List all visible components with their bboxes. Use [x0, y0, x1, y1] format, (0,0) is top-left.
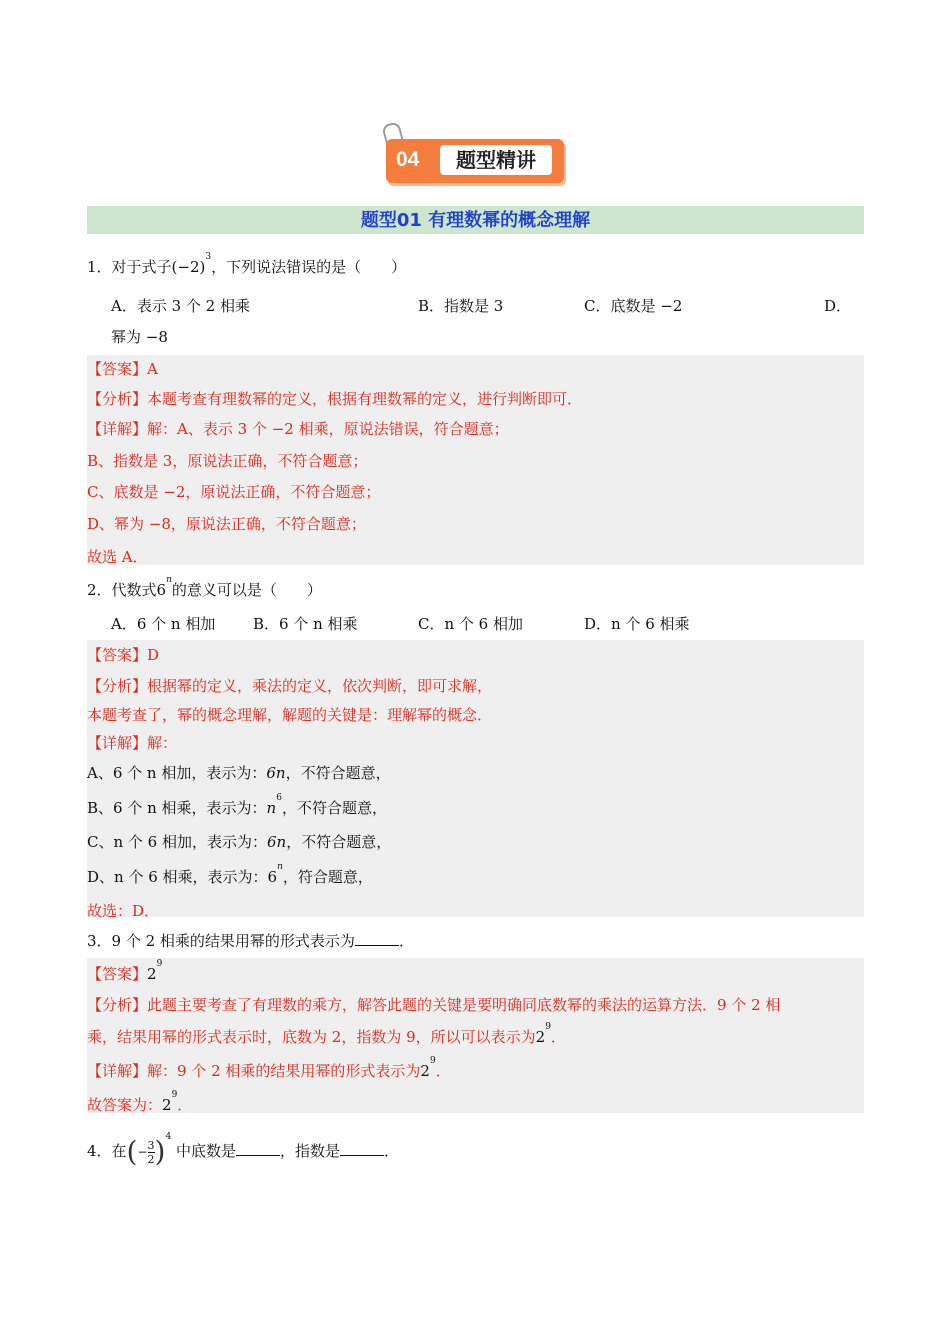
banner-label: 题型精讲: [440, 145, 552, 175]
q1-detail-line: B、指数是 3，原说法正确，不符合题意；: [87, 452, 368, 470]
exponent-answer-blank[interactable]: [340, 1143, 384, 1156]
q2-detail: 【详解】解：: [87, 734, 178, 752]
q1-exp: 3: [205, 252, 212, 262]
q3-answer: 【答案】$2^9$: [87, 959, 163, 983]
q1-answer: 【答案】A: [87, 360, 158, 378]
q1-option-d-cont: 幂为 −8: [111, 328, 168, 346]
q2-detail-line: A、6 个 n 相加，表示为：6n，不符合题意，: [87, 764, 391, 782]
q2-answer: 【答案】D: [87, 646, 160, 664]
q2-option-d: D．n 个 6 相乘: [584, 615, 690, 633]
q2-stem: 2．代数式6$^n$的意义可以是（ ）: [87, 575, 322, 599]
q3-detail: 【详解】解：9 个 2 相乘的结果用幂的形式表示为$2^9$．: [87, 1056, 451, 1080]
q4-exp: 4: [165, 1132, 172, 1142]
q3-conclusion: 故答案为：$2^9$．: [87, 1090, 193, 1114]
fraction-denominator: 2: [147, 1152, 155, 1166]
q1-expr: (−2): [171, 258, 206, 276]
q3-stem: 3．9 个 2 相乘的结果用幂的形式表示为 ．: [87, 932, 414, 950]
q2-detail-line: C、n 个 6 相加，表示为：6n，不符合题意，: [87, 833, 392, 851]
banner-body: [386, 139, 564, 183]
q1-option-c: C．底数是 −2: [584, 297, 683, 315]
banner-number: 04: [396, 148, 420, 171]
answer-blank[interactable]: [355, 933, 399, 946]
q4-stem: 4．在(− $\frac{3}{2})^4$ 中底数是 ，指数是 ．: [87, 1132, 400, 1168]
q2-analysis: 【分析】根据幂的定义，乘法的定义，依次判断，即可求解，: [87, 677, 493, 695]
q2-base: 6: [156, 581, 167, 599]
fraction-numerator: 3: [147, 1138, 155, 1152]
q1-detail-line: D、幂为 −8，原说法正确，不符合题意；: [87, 515, 366, 533]
q2-option-b: B．6 个 n 相乘: [253, 615, 358, 633]
section-title: 题型01 有理数幂的概念理解: [87, 206, 864, 234]
q2-analysis-cont: 本题考查了，幂的概念理解，解题的关键是：理解幂的概念．: [87, 706, 493, 724]
q1-conclusion: 故选 A．: [87, 548, 148, 566]
q3-analysis: 【分析】此题主要考查了有理数的乘方，解答此题的关键是要明确同底数幂的乘法的运算方法．9 个 2 相: [87, 996, 781, 1014]
q1-detail-line: C、底数是 −2，原说法正确，不符合题意；: [87, 483, 381, 501]
base-answer-blank[interactable]: [236, 1143, 280, 1156]
q1-option-d: D．: [824, 297, 852, 315]
topic-banner: [386, 137, 566, 185]
q1-stem: 1．对于式子$(-2)^3$，下列说法错误的是（ ）: [87, 252, 407, 276]
q4-fraction: [148, 1139, 155, 1166]
left-paren: (: [126, 1135, 138, 1168]
q2-option-c: C．n 个 6 相加: [418, 615, 523, 633]
q2-exp: n: [166, 575, 172, 585]
right-paren: ): [154, 1135, 166, 1168]
q2-detail-line: D、n 个 6 相乘，表示为：6$^n$，符合题意，: [87, 862, 373, 886]
q2-option-a: A．6 个 n 相加: [111, 615, 216, 633]
q1-analysis: 【分析】本题考查有理数幂的定义，根据有理数幂的定义，进行判断即可．: [87, 390, 583, 408]
q4-sign: −: [137, 1145, 148, 1159]
q1-detail: 【详解】解：A、表示 3 个 −2 相乘，原说法错误，符合题意；: [87, 420, 509, 438]
q2-conclusion: 故选：D．: [87, 902, 160, 920]
q3-analysis-cont: 乘，结果用幂的形式表示时，底数为 2，指数为 9，所以可以表示为$2^9$．: [87, 1022, 566, 1046]
q1-option-a: A．表示 3 个 2 相乘: [111, 297, 250, 315]
q2-detail-line: B、6 个 n 相乘，表示为：$n^6$，不符合题意，: [87, 793, 387, 817]
q1-option-b: B．指数是 3: [418, 297, 504, 315]
